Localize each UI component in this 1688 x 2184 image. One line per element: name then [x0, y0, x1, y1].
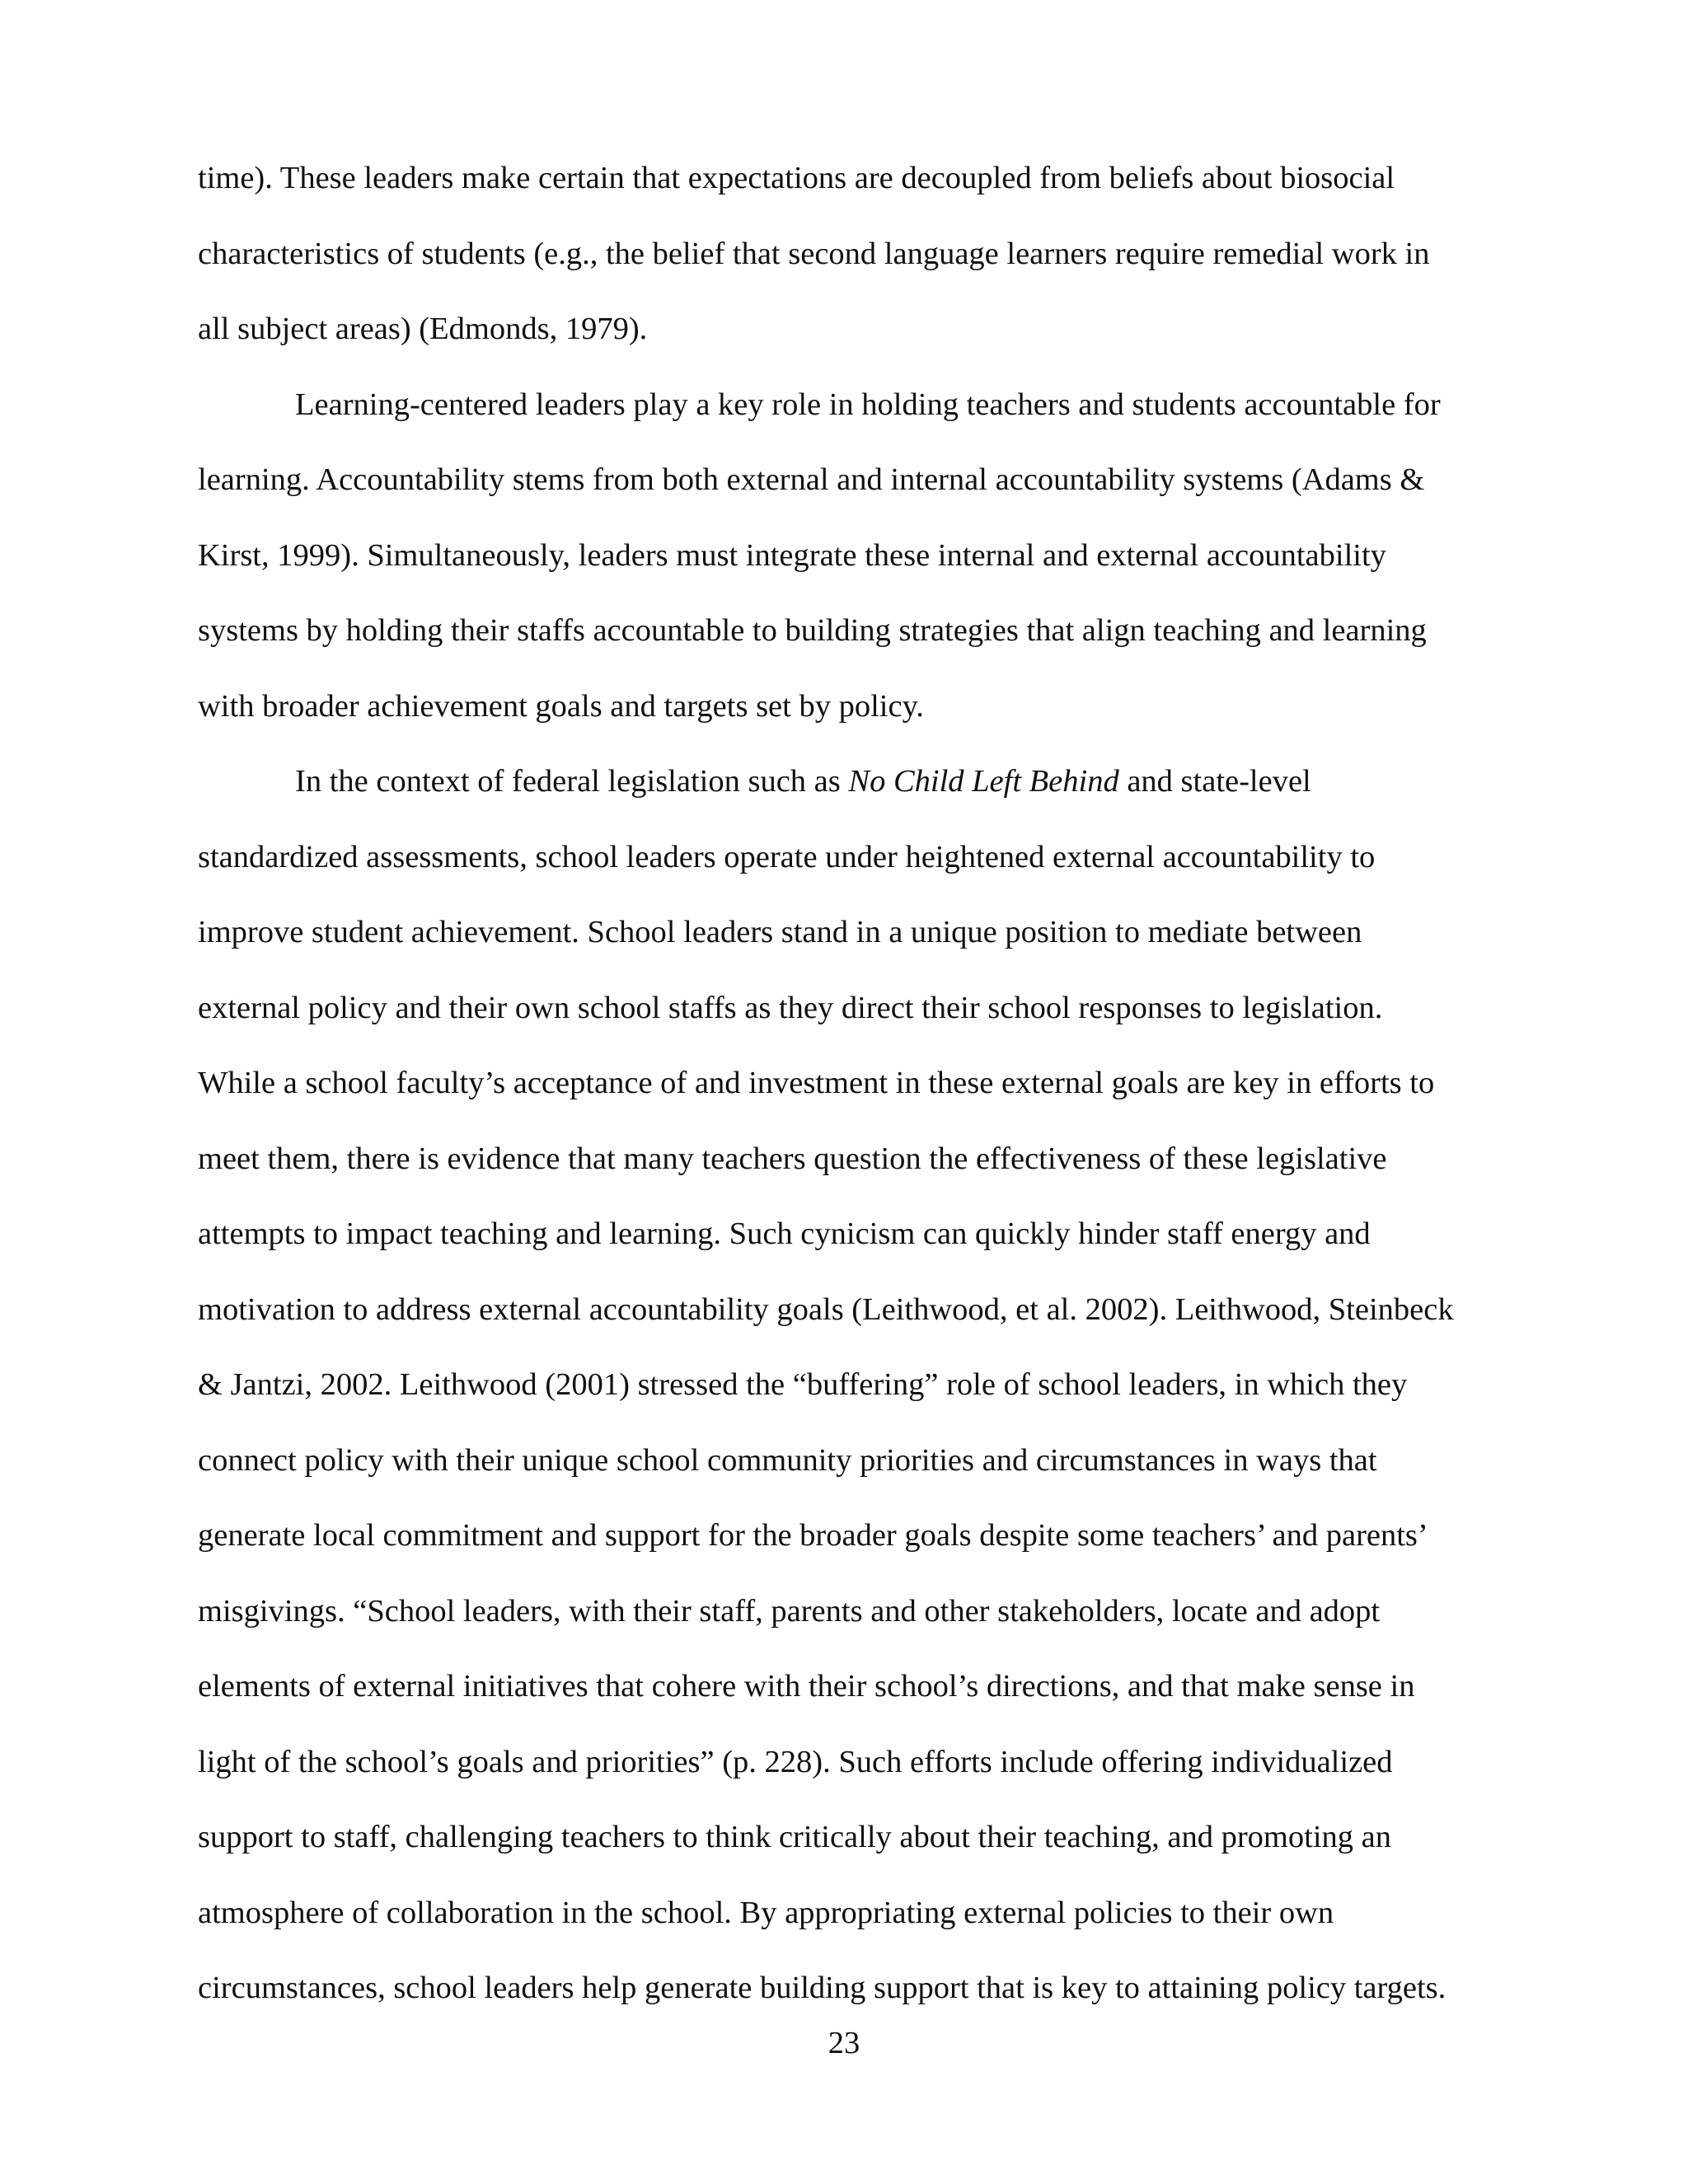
text-line: elements of external initiatives that cohere with their school’s directions, and that make sense in	[198, 1669, 1415, 1704]
page-number: 23	[828, 2026, 860, 2060]
text-line: external policy and their own school staffs as they direct their school responses to legislation.	[198, 990, 1383, 1025]
text-line: & Jantzi, 2002. Leithwood (2001) stressed the “buffering” role of school leaders, in which they	[198, 1367, 1408, 1402]
text-line: support to staff, challenging teachers to think critically about their teaching, and promoting an	[198, 1820, 1391, 1854]
text-line: atmosphere of collaboration in the school. By appropriating external policies to their own	[198, 1895, 1334, 1930]
text-line: connect policy with their unique school community priorities and circumstances in ways that	[198, 1442, 1377, 1478]
text-run: and state-level	[1118, 764, 1311, 799]
text-line: light of the school’s goals and priorities” (p. 228). Such efforts include offering individualized	[198, 1744, 1393, 1779]
text-line: standardized assessments, school leaders operate under heightened external accountability to	[198, 839, 1376, 874]
text-line: attempts to impact teaching and learning. Such cynicism can quickly hinder staff energy and	[198, 1216, 1371, 1251]
text-run: In the context of federal legislation such as	[295, 764, 849, 799]
paragraph-first-line	[198, 755, 1517, 831]
body-text	[198, 152, 1517, 2037]
text-line: improve student achievement. School leaders stand in a unique position to mediate between	[198, 915, 1362, 949]
text-line: misgivings. “School leaders, with their staff, parents and other stakeholders, locate and adopt	[198, 1593, 1381, 1629]
text-line: learning. Accountability stems from both external and internal accountability systems (Adams &	[198, 462, 1425, 497]
text-line: circumstances, school leaders help generate building support that is key to attaining policy targets.	[198, 1971, 1447, 2005]
text-line: While a school faculty’s acceptance of and investment in these external goals are key in efforts to	[198, 1066, 1435, 1100]
text-line: systems by holding their staffs accountable to building strategies that align teaching and learning	[198, 613, 1427, 648]
legislation-title: No Child Left Behind	[848, 764, 1119, 799]
text-line: generate local commitment and support for the broader goals despite some teachers’ and parents’	[198, 1518, 1428, 1553]
text-line: with broader achievement goals and targets set by policy.	[198, 688, 924, 724]
text-line: Kirst, 1999). Simultaneously, leaders must integrate these internal and external accountability	[198, 537, 1386, 573]
text-line: motivation to address external accountability goals (Leithwood, et al. 2002). Leithwood, Steinbeck	[198, 1291, 1454, 1327]
text-line: time). These leaders make certain that expectations are decoupled from beliefs about biosocial	[198, 161, 1395, 195]
text-line: all subject areas) (Edmonds, 1979).	[198, 312, 648, 346]
text-line: characteristics of students (e.g., the belief that second language learners require remedial work in	[198, 236, 1430, 271]
text-line: meet them, there is evidence that many teachers question the effectiveness of these legislative	[198, 1141, 1387, 1176]
paragraph-first-line: Learning-centered leaders play a key role in holding teachers and students accountable for	[295, 387, 1441, 422]
